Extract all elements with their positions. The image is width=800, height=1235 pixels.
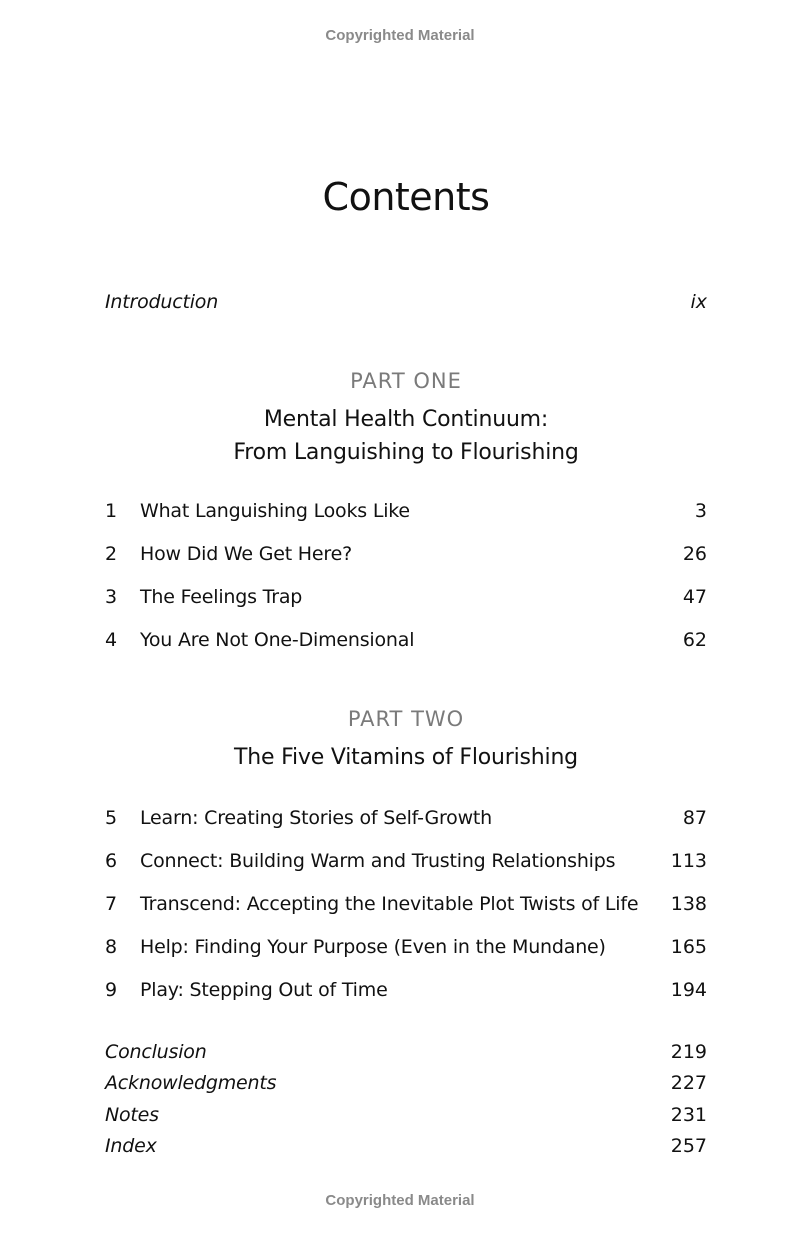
part-one-title-line2: From Languishing to Flourishing bbox=[233, 440, 579, 465]
chapter-page: 62 bbox=[682, 629, 707, 651]
toc-chapter-9[interactable] bbox=[105, 978, 707, 1002]
toc-chapter-7[interactable] bbox=[105, 892, 707, 916]
toc-entry-label: Conclusion bbox=[105, 1041, 207, 1063]
chapter-number: 9 bbox=[105, 979, 118, 1001]
chapter-page: 194 bbox=[670, 979, 707, 1001]
chapter-page: 138 bbox=[670, 893, 707, 915]
toc-entry-label: Acknowledgments bbox=[105, 1072, 277, 1094]
toc-entry-page: 219 bbox=[670, 1041, 707, 1063]
copyright-watermark-bottom: Copyrighted Material bbox=[325, 1192, 475, 1209]
toc-entry-label: Notes bbox=[105, 1104, 159, 1126]
chapter-title: Play: Stepping Out of Time bbox=[140, 979, 388, 1001]
chapter-title: Transcend: Accepting the Inevitable Plot Twists of Life bbox=[140, 893, 639, 915]
chapter-title: What Languishing Looks Like bbox=[140, 500, 410, 522]
chapter-number: 6 bbox=[105, 850, 118, 872]
chapter-number: 5 bbox=[105, 807, 118, 829]
chapter-title: How Did We Get Here? bbox=[140, 543, 352, 565]
page-title: Contents bbox=[322, 175, 490, 220]
toc-entry-page: ix bbox=[690, 291, 707, 313]
toc-entry-notes[interactable] bbox=[105, 1103, 707, 1127]
copyright-watermark-top: Copyrighted Material bbox=[325, 27, 475, 44]
chapter-page: 47 bbox=[682, 586, 707, 608]
toc-chapter-5[interactable] bbox=[105, 806, 707, 830]
toc-entry-page: 227 bbox=[670, 1072, 707, 1094]
chapter-number: 3 bbox=[105, 586, 118, 608]
toc-entry-page: 231 bbox=[670, 1104, 707, 1126]
chapter-page: 87 bbox=[682, 807, 707, 829]
chapter-title: You Are Not One-Dimensional bbox=[140, 629, 415, 651]
chapter-page: 113 bbox=[670, 850, 707, 872]
chapter-title: The Feelings Trap bbox=[140, 586, 303, 608]
toc-entry-conclusion[interactable] bbox=[105, 1040, 707, 1064]
chapter-page: 26 bbox=[682, 543, 707, 565]
toc-entry-index[interactable] bbox=[105, 1134, 707, 1158]
chapter-number: 4 bbox=[105, 629, 118, 651]
chapter-number: 2 bbox=[105, 543, 118, 565]
chapter-page: 165 bbox=[670, 936, 707, 958]
part-one-label: PART ONE bbox=[350, 369, 462, 393]
toc-chapter-2[interactable] bbox=[105, 542, 707, 566]
toc-chapter-8[interactable] bbox=[105, 935, 707, 959]
chapter-number: 1 bbox=[105, 500, 118, 522]
chapter-title: Help: Finding Your Purpose (Even in the Mundane) bbox=[140, 936, 606, 958]
chapter-title: Learn: Creating Stories of Self-Growth bbox=[140, 807, 493, 829]
part-two-title-line1: The Five Vitamins of Flourishing bbox=[234, 745, 578, 770]
toc-chapter-1[interactable] bbox=[105, 499, 707, 523]
chapter-page: 3 bbox=[694, 500, 707, 522]
chapter-number: 7 bbox=[105, 893, 118, 915]
part-one-title-line1: Mental Health Continuum: bbox=[263, 407, 549, 432]
toc-chapter-6[interactable] bbox=[105, 849, 707, 873]
part-two-label: PART TWO bbox=[347, 707, 465, 731]
toc-chapter-4[interactable] bbox=[105, 628, 707, 652]
toc-entry-acknowledgments[interactable] bbox=[105, 1071, 707, 1095]
chapter-number: 8 bbox=[105, 936, 118, 958]
toc-entry-label: Introduction bbox=[105, 291, 219, 313]
toc-entry-page: 257 bbox=[670, 1135, 707, 1157]
toc-entry-introduction[interactable] bbox=[105, 290, 707, 314]
toc-chapter-3[interactable] bbox=[105, 585, 707, 609]
chapter-title: Connect: Building Warm and Trusting Relationships bbox=[140, 850, 616, 872]
toc-entry-label: Index bbox=[105, 1135, 157, 1157]
